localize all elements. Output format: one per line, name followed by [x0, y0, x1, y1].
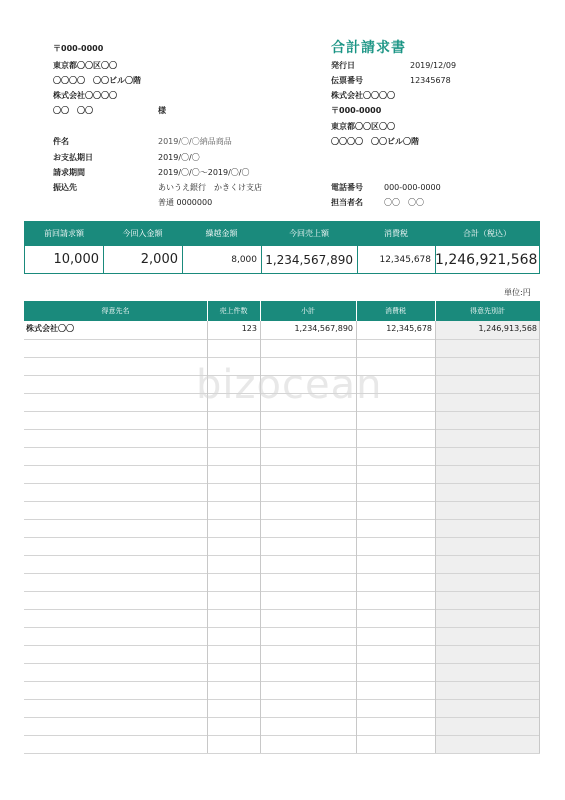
carryover-amount: 8,000: [231, 255, 257, 265]
slip-no-label: 伝票番号: [331, 76, 363, 85]
row-divider: [24, 627, 540, 628]
column-header-count: 売上件数: [219, 307, 248, 315]
issuer-company: 株式会社〇〇〇〇: [331, 91, 395, 100]
row-divider: [24, 645, 540, 646]
current-sales-amount: 1,234,567,890: [265, 253, 353, 267]
row-tax: 12,345,678: [386, 324, 432, 333]
bank-label: 振込先: [53, 183, 77, 192]
subject-label: 件名: [53, 137, 69, 146]
subject-value: 2019/〇/〇納品商品: [158, 137, 232, 146]
previous-invoice-amount: 10,000: [53, 252, 99, 267]
recipient-honorific: 様: [158, 106, 166, 115]
issue-date: 2019/12/09: [410, 61, 457, 70]
due-value: 2019/〇/〇: [158, 153, 200, 162]
issuer-address1: 東京都〇〇区〇〇: [331, 122, 395, 131]
issuer-address2: 〇〇〇〇 〇〇ビル〇階: [331, 137, 419, 146]
unit-label: 単位:円: [504, 288, 531, 297]
row-divider: [24, 753, 540, 754]
due-label: お支払期日: [53, 153, 93, 162]
row-subtotal: 1,234,567,890: [294, 324, 353, 333]
recipient-address2: 〇〇〇〇 〇〇ビル〇階: [53, 76, 141, 85]
row-divider: [24, 591, 540, 592]
row-divider: [24, 357, 540, 358]
row-divider: [24, 519, 540, 520]
row-divider: [24, 717, 540, 718]
recipient-person: 〇〇 〇〇: [53, 106, 93, 115]
row-divider: [24, 465, 540, 466]
watermark-logo: bizocean: [196, 362, 383, 408]
summary-header-cell: 繰越金額: [205, 229, 238, 238]
phone-number: 000-000-0000: [384, 183, 441, 192]
row-divider: [24, 447, 540, 448]
summary-header-cell: 今回入金額: [122, 229, 163, 238]
column-header-customer: 得意先名: [101, 307, 130, 315]
column-header-customer-total: 得意先別計: [470, 307, 505, 315]
row-divider: [24, 555, 540, 556]
row-divider: [24, 699, 540, 700]
row-divider: [24, 681, 540, 682]
summary-header-cell: 消費税: [384, 229, 408, 238]
row-divider: [24, 537, 540, 538]
row-sales-count: 123: [241, 324, 257, 333]
summary-header-cell: 前回請求額: [44, 229, 84, 238]
recipient-address1: 東京都〇〇区〇〇: [53, 61, 117, 70]
column-header-tax: 消費税: [385, 307, 406, 315]
period-label: 請求期間: [53, 168, 85, 177]
row-divider: [24, 483, 540, 484]
row-divider: [24, 735, 540, 736]
row-divider: [24, 501, 540, 502]
issue-date-label: 発行日: [331, 61, 355, 70]
issuer-postal: 〒000-0000: [331, 106, 382, 115]
summary-header-cell: 今回売上額: [289, 229, 329, 238]
period-value: 2019/〇/〇～2019/〇/〇: [158, 168, 250, 177]
summary-table: [24, 221, 540, 274]
row-divider: [24, 573, 540, 574]
consumption-tax-amount: 12,345,678: [379, 255, 431, 265]
recipient-postal: 〒000-0000: [53, 44, 104, 53]
recipient-company: 株式会社〇〇〇〇: [53, 91, 117, 100]
row-customer-name: 株式会社〇〇: [26, 324, 74, 333]
payment-received-amount: 2,000: [140, 252, 178, 267]
phone-label: 電話番号: [331, 183, 363, 192]
row-divider: [24, 429, 540, 430]
bank-value: あいうえ銀行 かきくけ支店: [158, 183, 262, 192]
staff-label: 担当者名: [331, 198, 363, 207]
row-divider: [24, 663, 540, 664]
row-divider: [24, 339, 540, 340]
document-title: 合計請求書: [331, 40, 406, 56]
account-value: 普通 0000000: [158, 198, 213, 207]
row-divider: [24, 411, 540, 412]
summary-header-cell: 合計（税込）: [463, 229, 511, 238]
total-amount: 1,246,921,568: [435, 252, 538, 268]
staff-name: 〇〇 〇〇: [384, 198, 424, 207]
row-divider: [24, 609, 540, 610]
slip-no: 12345678: [410, 76, 451, 85]
row-customer-total: 1,246,913,568: [478, 324, 537, 333]
column-header-subtotal: 小計: [301, 307, 315, 315]
